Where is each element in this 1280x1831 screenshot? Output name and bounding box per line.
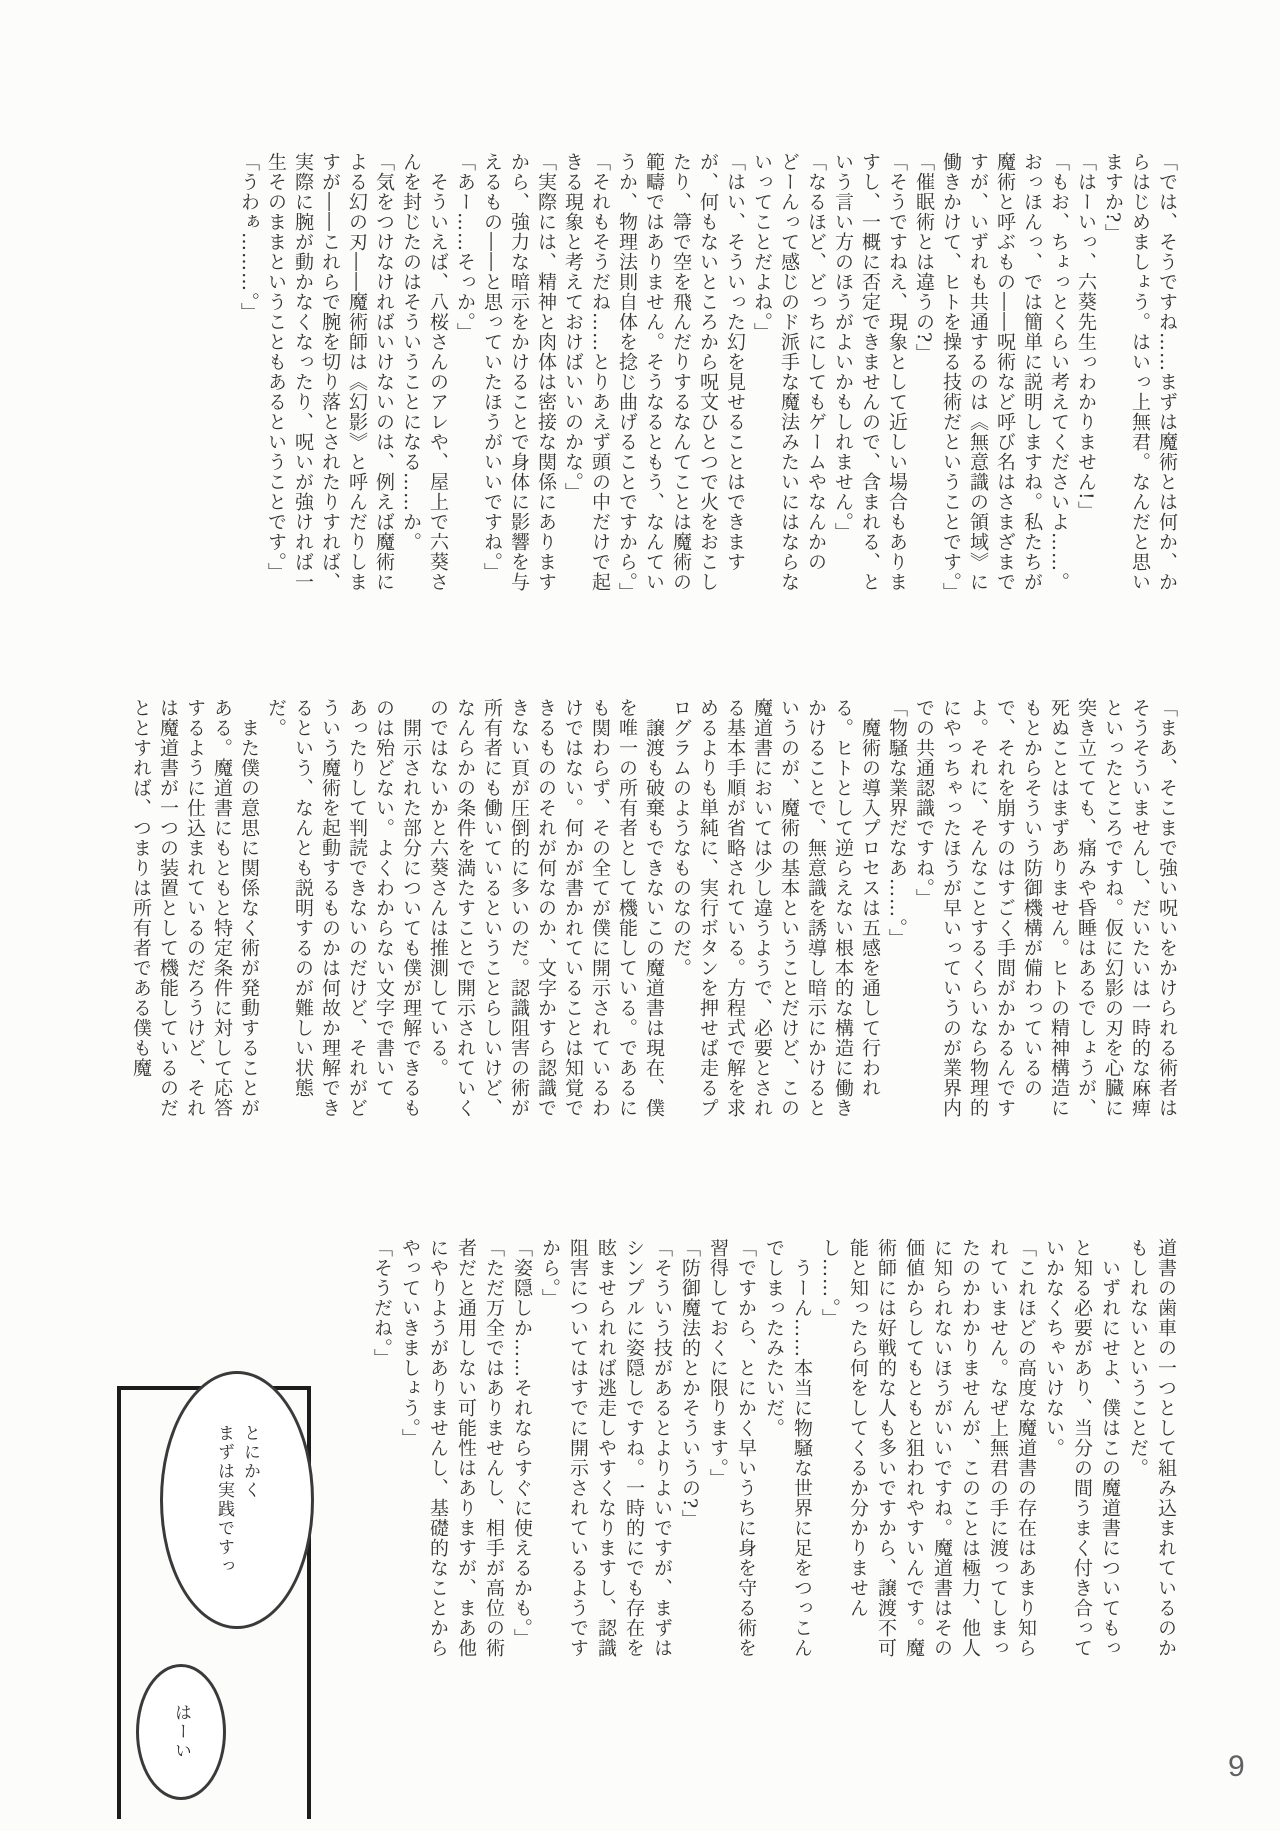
speech-bubble-small — [136, 1664, 226, 1800]
paragraph: 「はーいっ、六葵先生っわかりません!」 — [1075, 152, 1097, 521]
speech-bubble-large — [160, 1371, 314, 1629]
text-band-bottom — [368, 1238, 1180, 1668]
text-band-middle — [127, 698, 1180, 1128]
speech-line: まずは実践ですっ — [214, 1424, 234, 1576]
paragraph: 「もお、ちょっとくらい考えてくださいよ……。おっほんっ、では簡単に説明しますね。私たちが魔術と呼ぶもの――呪術など呼び名はさまざまですが、いずれも共通するのは《無意識の領域》に働きかけて、ヒトを操る技術だということです。」 — [940, 152, 1070, 603]
paragraph: 「ただ万全ではありませんし、相手が高位の術者だと通用しない可能性はありますが、まあ他にやりようがありませんし、基礎的なことからやっていきましょう。」 — [399, 1238, 505, 1658]
speech-bubble-small-text — [168, 1704, 194, 1761]
paragraph: そういえば、八桜さんのアレや、屋上で六葵さんを封じたのはそういうことになる……か。 — [400, 152, 449, 592]
paragraph: 開示された部分についても僕が理解できるものは殆どない。よくわからない文字で書いてあったりして判読できないのだけど、それがどういう魔術を起動するものかは何故か理解できるという、なんとも説明するのが難しい状態だ。 — [265, 698, 422, 1118]
paragraph: いずれにせよ、僕はこの魔道書についてもっと知る必要があり、当分の間うまく付き合っていかなくちゃいけない。 — [1043, 1238, 1121, 1658]
paragraph: 「まあ、そこまで強い呪いをかけられる術者はそうそういませんし、だいたいは一時的な麻痺といったところですね。仮に幻影の刃を心臓に突き立てても、痛みや昏睡はあるでしょうが、死ぬことはまずありません。ヒトの精神構造にもとからそういう防御機構が備わっているので、それを崩すのはすごく手間がかかるんですよ。それに、そんなことするくらいなら物理的にやっちゃったほうが早いっていうのが業界内での共通認識ですね。」 — [913, 698, 1178, 1118]
paragraph: うーん……本当に物騒な世界に足をつっこんでしまったみたいだ。 — [763, 1238, 813, 1658]
paragraph: 「実際には、精神と肉体は密接な関係にありますから、強力な暗示をかけることで身体に影響を与えるもの――と思っていたほうがいいですね。」 — [481, 152, 557, 592]
paragraph: 「防御魔法的とかそういうの?」 — [679, 1238, 701, 1530]
page-number: 9 — [1228, 1750, 1245, 1783]
paragraph: 「そういう技があるとよりよいですが、まずはシンプルに姿隠しですね。一時的にでも存在を眩ませられれば逃走しやすくなりますし、認識阻害についてはすでに開示されているようですから。」 — [539, 1238, 673, 1658]
paragraph: 「催眠術とは違うの?」 — [913, 152, 935, 364]
paragraph: また僕の意思に関係なく術が発動することがある。魔道書にもともと特定条件に対して応答するように仕込まれているのだろうけど、それは魔道書が一つの装置として機能しているのだととすれば、つまりは所有者である僕も魔 — [130, 698, 260, 1118]
paragraph: 「物騒な業界だなあ……。」 — [886, 698, 908, 949]
paragraph: 「なるほど、どっちにしてもゲームやなんかのどーんって感じのド派手な魔法みたいにはならないってことだよね。」 — [751, 152, 827, 592]
speech-line: はーい — [171, 1703, 191, 1761]
paragraph: 「では、そうですね……まずは魔術とは何か、からはじめましょう。はいっ上無君。なんだと思いますか?」 — [1102, 152, 1178, 592]
paragraph: 「それもそうだね……とりあえず頭の中だけで起きる現象と考えておけばいいのかな。」 — [562, 152, 611, 592]
paragraph: 「ですから、とにかく早いうちに身を守る術を習得しておくに限ります。」 — [707, 1238, 757, 1658]
paragraph: 「これほどの高度な魔道書の存在はあまり知られていません。なぜ上無君の手に渡ってしまったのかわかりませんが、このことは極力、他人に知られないほうがいいですね。魔道書はその価値からしてもともと狙われやすいんです。魔術師には好戦的な人も多いですから、譲渡不可能と知ったら何をしてくるか分かりませんし……。」 — [819, 1238, 1037, 1658]
speech-bubble-large-text — [211, 1424, 263, 1576]
speech-line: とにかく — [240, 1424, 260, 1500]
paragraph: 「あー……そっか。」 — [454, 152, 476, 343]
paragraph: 譲渡も破棄もできないこの魔道書は現在、僕を唯一の所有者として機能している。であるにも関わらず、その全てが僕に開示されているわけではない。何かが書かれていることは知覚できるもののそれが何なのか、文字かすら認識できない頁が圧倒的に多いのだ。認識阻害の術が所有者にも働いているということらしいけど、なんらかの条件を満たすことで開示されていくのではないかと六葵さんは推測している。 — [427, 698, 665, 1118]
paragraph: 「そうだね。」 — [371, 1238, 393, 1369]
paragraph: 「うわぁ………。」 — [238, 152, 260, 323]
paragraph: 「姿隠しか……それならすぐに使えるかも。」 — [511, 1238, 533, 1649]
paragraph: 「はい、そういった幻を見せることはできますが、何もないところから呪文ひとつで火をおこしたり、箒で空を飛んだりするなんてことは魔術の範疇ではありません。そうなるともう、なんていうか、物理法則自体を捻じ曲げることですから。」 — [616, 152, 746, 603]
paragraph: 道書の歯車の一つとして組み込まれているのかもしれないということだ。 — [1127, 1238, 1177, 1658]
paragraph: 魔術の導入プロセスは五感を通して行われる。ヒトとして逆らえない根本的な構造に働きかけることで、無意識を誘導し暗示にかけるというのが、魔術の基本ということだけど、この魔道書においては少し違うようで、必要とされる基本手順が省略されている。方程式で解を求めるよりも単純に、実行ボタンを押せば走るプログラムのようなものなのだ。 — [670, 698, 881, 1118]
text-band-top — [235, 152, 1180, 603]
paragraph: 「そうですねえ、現象として近しい場合もありますし、一概に否定できませんので、含まれる、という言い方のほうがよいかもしれません。」 — [832, 152, 908, 592]
paragraph: 「気をつけなければいけないのは、例えば魔術による幻の刃――魔術師は《幻影》と呼んだりしますが――これらで腕を切り落とされたりすれば、実際に腕が動かなくなったり、呪いが強ければ一生そのままということもあるということです。」 — [265, 152, 395, 592]
